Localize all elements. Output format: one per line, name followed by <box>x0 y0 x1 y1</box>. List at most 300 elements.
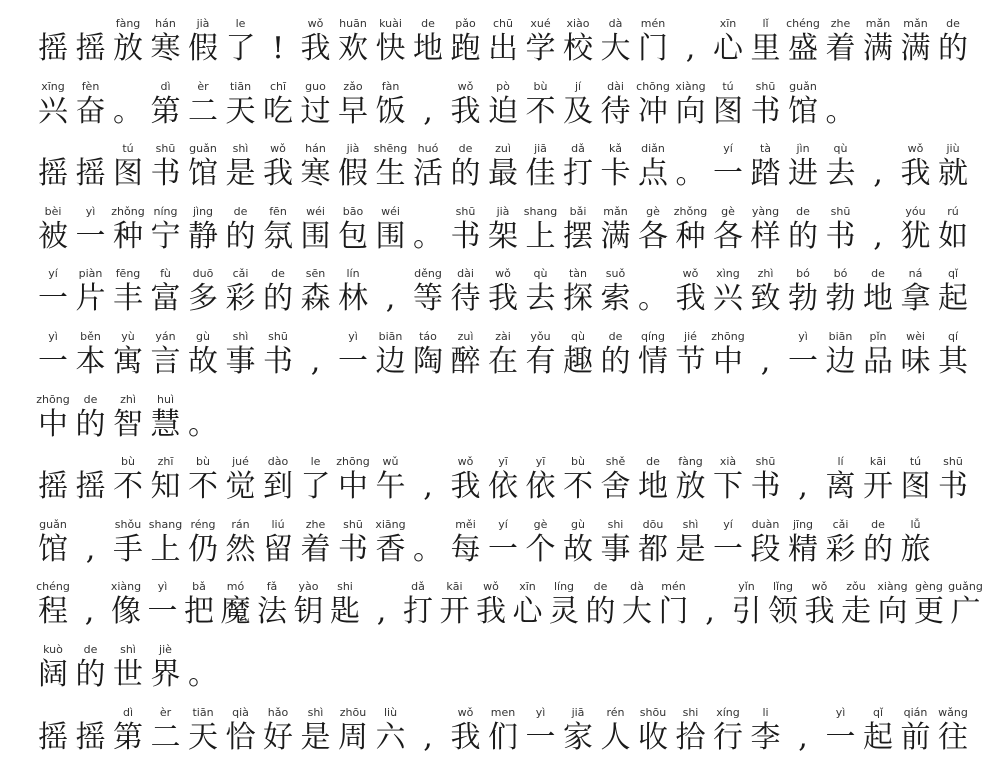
hanzi: 摇 <box>75 719 106 755</box>
ruby-char <box>107 192 149 254</box>
pinyin: huì <box>157 392 174 406</box>
pinyin: dào <box>267 455 289 469</box>
ruby-char <box>220 254 262 316</box>
ruby-char <box>782 505 824 567</box>
pinyin: gèng <box>915 580 943 594</box>
hanzi: 被 <box>38 218 68 254</box>
hanzi: 的 <box>600 344 631 379</box>
pinyin: xiàng <box>877 580 908 594</box>
ruby-char <box>332 693 374 755</box>
hanzi: , <box>84 594 95 630</box>
hanzi: 起 <box>938 281 968 317</box>
ruby-char <box>182 317 224 379</box>
ruby-char <box>557 192 599 254</box>
ruby-char <box>445 693 487 755</box>
ruby-char <box>632 129 674 191</box>
ruby-char <box>182 192 224 254</box>
ruby-char <box>107 693 149 755</box>
pinyin: fēng <box>115 267 141 281</box>
hanzi: 情 <box>638 344 668 379</box>
ruby-char <box>182 67 224 129</box>
pinyin: bāo <box>342 204 364 218</box>
pinyin: shēng <box>373 142 408 156</box>
pinyin: shǒu <box>114 517 142 531</box>
pinyin: táo <box>419 330 437 343</box>
hanzi: 第 <box>150 93 181 129</box>
hanzi: 其 <box>938 344 968 379</box>
pinyin: kāi <box>869 455 887 469</box>
pinyin: kuài <box>379 17 402 30</box>
pinyin: yì <box>85 204 96 218</box>
ruby-char <box>70 693 112 755</box>
pinyin: guǎn <box>789 79 817 93</box>
ruby-char <box>782 317 824 379</box>
hanzi: 不 <box>563 469 593 505</box>
hanzi: 及 <box>563 93 593 129</box>
ruby-char <box>257 317 299 379</box>
pinyin: chéng <box>36 580 70 594</box>
hanzi: 书 <box>750 93 781 129</box>
ruby-char <box>595 317 637 379</box>
ruby-char <box>707 129 749 191</box>
hanzi: 书 <box>938 469 968 505</box>
ruby-char <box>407 505 449 567</box>
ruby-char <box>107 505 149 567</box>
ruby-char <box>857 192 899 254</box>
ruby-char <box>595 505 637 567</box>
ruby-char <box>670 4 712 66</box>
ruby-char <box>557 129 599 191</box>
hanzi: 的 <box>938 31 968 66</box>
hanzi: 图 <box>113 156 143 192</box>
ruby-char <box>895 254 937 316</box>
hanzi: 周 <box>338 719 368 755</box>
hanzi: 活 <box>413 156 443 192</box>
hanzi: 彩 <box>225 281 256 317</box>
hanzi: 天 <box>225 93 256 129</box>
hanzi: 放 <box>675 469 706 505</box>
ruby-char <box>107 630 149 692</box>
hanzi: 各 <box>638 218 668 254</box>
ruby-char <box>932 317 974 379</box>
ruby-char <box>857 693 899 755</box>
ruby-char <box>670 505 712 567</box>
hanzi: 馆 <box>38 531 68 567</box>
ruby-char <box>445 129 487 191</box>
pinyin: bù <box>533 79 548 93</box>
ruby-char <box>370 442 412 504</box>
ruby-char <box>70 192 112 254</box>
pinyin: jià <box>346 142 360 156</box>
hanzi: 去 <box>525 281 556 317</box>
hanzi: 我 <box>900 156 931 192</box>
hanzi: 界 <box>150 657 181 692</box>
ruby-char <box>257 129 299 191</box>
pinyin: jí <box>574 79 582 93</box>
ruby-char <box>932 4 974 66</box>
hanzi: 依 <box>488 469 518 505</box>
hanzi: 依 <box>525 469 556 505</box>
text-line <box>0 630 991 692</box>
pinyin: yán <box>155 330 176 343</box>
hanzi: 都 <box>638 531 668 567</box>
pinyin: shū <box>755 455 776 469</box>
hanzi: 如 <box>938 218 968 254</box>
ruby-char <box>145 192 187 254</box>
ruby-char <box>182 380 224 442</box>
hanzi: 书 <box>338 531 368 567</box>
hanzi: 仍 <box>188 531 218 567</box>
pinyin: jīng <box>792 517 814 531</box>
pinyin: yì <box>48 330 58 343</box>
pinyin: wéi <box>306 204 325 218</box>
hanzi: 手 <box>113 531 143 567</box>
pinyin: hán <box>155 17 176 30</box>
pinyin: kǎ <box>608 142 623 156</box>
hanzi: 的 <box>263 281 293 317</box>
pinyin: lǐng <box>772 580 794 594</box>
hanzi: 摇 <box>75 469 106 505</box>
ruby-char <box>70 505 112 567</box>
ruby-char <box>107 254 149 316</box>
pinyin: qián <box>903 705 928 719</box>
ruby-char <box>670 192 712 254</box>
ruby-char <box>670 129 712 191</box>
pinyin: pò <box>496 79 510 93</box>
pinyin: jìn <box>796 142 810 156</box>
ruby-char <box>182 505 224 567</box>
ruby-char <box>32 67 74 129</box>
hanzi: 馆 <box>188 156 218 192</box>
ruby-char <box>407 129 449 191</box>
hanzi: 摇 <box>38 469 68 505</box>
ruby-char <box>932 442 974 504</box>
ruby-char <box>145 67 187 129</box>
hanzi: 我 <box>450 93 481 129</box>
hanzi: 门 <box>638 31 668 66</box>
hanzi: , <box>685 31 696 66</box>
pinyin: rén <box>606 705 625 719</box>
hanzi: 探 <box>563 281 593 317</box>
hanzi: 们 <box>488 719 518 755</box>
pinyin: dì <box>122 705 134 719</box>
ruby-char <box>632 442 674 504</box>
hanzi: 里 <box>750 31 781 66</box>
hanzi: 醉 <box>450 344 481 379</box>
hanzi: 摇 <box>75 156 106 192</box>
pinyin: bù <box>121 455 135 469</box>
pinyin: kuò <box>43 643 63 656</box>
text-line <box>0 254 991 316</box>
hanzi: 有 <box>525 344 556 379</box>
ruby-char <box>707 192 749 254</box>
ruby-char <box>820 442 862 504</box>
pinyin: bó <box>833 267 848 281</box>
hanzi: 匙 <box>330 594 360 630</box>
ruby-char <box>632 4 674 66</box>
hanzi: 六 <box>375 719 406 755</box>
pinyin: fǎ <box>266 580 278 594</box>
ruby-char <box>220 67 262 129</box>
hanzi: 边 <box>825 344 856 379</box>
pinyin: yī <box>498 455 508 469</box>
hanzi: 校 <box>563 31 593 66</box>
ruby-char <box>745 254 787 316</box>
hanzi: , <box>310 344 321 379</box>
hanzi: 致 <box>750 281 781 317</box>
ruby-char <box>445 67 487 129</box>
hanzi: 味 <box>900 344 931 379</box>
ruby-char <box>107 442 149 504</box>
text-line <box>0 380 991 442</box>
pinyin: men <box>490 705 516 719</box>
hanzi: 起 <box>863 719 893 755</box>
ruby-char <box>820 192 862 254</box>
pinyin: lí <box>837 455 844 469</box>
hanzi: 钥 <box>293 594 324 630</box>
ruby-char <box>445 442 487 504</box>
hanzi: 我 <box>450 469 481 505</box>
hanzi: 是 <box>225 156 256 192</box>
pinyin: huó <box>417 142 439 156</box>
ruby-char <box>707 505 749 567</box>
text-line <box>0 317 991 379</box>
ruby-char <box>295 67 337 129</box>
hanzi: 种 <box>113 218 143 254</box>
hanzi: 向 <box>877 594 908 630</box>
ruby-char <box>445 505 487 567</box>
ruby-char <box>370 129 412 191</box>
hanzi: 午 <box>375 469 406 505</box>
hanzi: 满 <box>863 31 893 66</box>
hanzi: 在 <box>488 344 518 379</box>
hanzi: 到 <box>263 469 293 505</box>
pinyin: shì <box>307 705 324 719</box>
hanzi: 事 <box>225 344 256 379</box>
hanzi: 满 <box>900 31 931 66</box>
ruby-char <box>257 254 299 316</box>
pinyin: xiàng <box>675 79 706 93</box>
hanzi: , <box>423 469 433 505</box>
hanzi: 不 <box>113 469 143 505</box>
hanzi: 上 <box>150 531 181 567</box>
pinyin: guo <box>305 79 326 93</box>
hanzi: 欢 <box>338 31 368 66</box>
pinyin: xià <box>719 455 737 469</box>
hanzi: , <box>873 218 883 254</box>
hanzi: 彩 <box>825 531 856 567</box>
ruby-char <box>70 630 112 692</box>
hanzi: 我 <box>263 156 293 192</box>
pinyin: de <box>646 455 660 469</box>
hanzi: 富 <box>150 281 181 317</box>
ruby-char <box>182 693 224 755</box>
pinyin: jiā <box>571 705 585 719</box>
hanzi: 兴 <box>713 281 743 317</box>
hanzi: 寒 <box>150 31 181 66</box>
hanzi: 舍 <box>600 469 631 505</box>
hanzi: , <box>85 531 96 567</box>
pinyin: biān <box>828 330 853 343</box>
hanzi: 等 <box>413 281 443 317</box>
pinyin: zhōng <box>711 330 745 343</box>
hanzi: 更 <box>914 594 944 630</box>
hanzi: 假 <box>338 156 368 192</box>
ruby-char <box>707 4 749 66</box>
hanzi: 最 <box>488 156 518 192</box>
hanzi: 了 <box>300 469 331 505</box>
ruby-char <box>782 192 824 254</box>
ruby-char <box>595 693 637 755</box>
hanzi: 兴 <box>38 93 68 129</box>
ruby-char <box>595 67 637 129</box>
ruby-char <box>32 693 74 755</box>
pinyin: de <box>233 204 248 218</box>
hanzi: 勃 <box>825 281 856 317</box>
hanzi: 打 <box>403 594 433 630</box>
hanzi: 进 <box>788 156 818 192</box>
ruby-char <box>632 505 674 567</box>
hanzi: 摇 <box>38 719 68 755</box>
pinyin: zài <box>495 330 511 343</box>
ruby-char <box>107 67 149 129</box>
ruby-char <box>857 4 899 66</box>
ruby-char <box>745 442 787 504</box>
hanzi: 摇 <box>38 156 68 192</box>
hanzi: 智 <box>113 406 143 442</box>
pinyin: liù <box>383 705 398 719</box>
ruby-char <box>857 129 899 191</box>
hanzi: 一 <box>825 719 856 755</box>
hanzi: , <box>376 594 387 630</box>
ruby-char <box>145 505 187 567</box>
pinyin: shang <box>148 517 183 531</box>
ruby-char <box>257 442 299 504</box>
pinyin: yào <box>298 580 319 594</box>
hanzi: 前 <box>900 719 931 755</box>
hanzi: 待 <box>450 281 481 317</box>
hanzi: 盛 <box>788 31 818 66</box>
ruby-char <box>857 254 899 316</box>
hanzi: , <box>873 156 883 192</box>
ruby-char <box>745 693 787 755</box>
pinyin: fàng <box>678 455 703 469</box>
hanzi: 事 <box>600 531 631 567</box>
pinyin: bèi <box>44 204 62 218</box>
hanzi: 的 <box>863 531 893 567</box>
ruby-char <box>220 4 262 66</box>
ruby-char <box>220 442 262 504</box>
ruby-char <box>520 4 562 66</box>
ruby-char <box>782 67 824 129</box>
ruby-char <box>895 4 937 66</box>
pinyin: gè <box>646 204 660 218</box>
pinyin: hán <box>305 142 326 156</box>
pinyin: tiān <box>229 79 252 93</box>
ruby-char <box>257 4 299 66</box>
pinyin: zhì <box>120 392 136 406</box>
pinyin: shì <box>120 643 136 656</box>
pinyin: de <box>608 330 623 343</box>
ruby-char <box>520 67 562 129</box>
pinyin: líng <box>553 580 575 594</box>
pinyin: duàn <box>751 517 780 531</box>
pinyin: jiā <box>534 142 547 156</box>
hanzi: 大 <box>622 594 652 630</box>
hanzi: 奋 <box>75 93 106 129</box>
ruby-char <box>332 254 374 316</box>
pinyin: jià <box>196 17 210 30</box>
hanzi: 一 <box>713 156 743 192</box>
hanzi: 是 <box>300 719 331 755</box>
ruby-char <box>820 254 862 316</box>
hanzi: 丰 <box>113 281 143 317</box>
hanzi: 我 <box>675 281 706 317</box>
pinyin: diǎn <box>641 142 665 156</box>
pinyin: bù <box>571 455 585 469</box>
pinyin: de <box>796 204 810 218</box>
pinyin: chéng <box>786 17 820 30</box>
pinyin: liú <box>271 517 285 531</box>
hanzi: 把 <box>184 594 214 630</box>
hanzi: 迫 <box>488 93 518 129</box>
ruby-char <box>932 693 974 755</box>
ruby-char <box>520 693 562 755</box>
hanzi: 我 <box>804 594 835 630</box>
ruby-char <box>707 442 749 504</box>
pinyin: zǒu <box>846 580 866 594</box>
text-line <box>0 129 991 191</box>
pinyin: jià <box>496 204 510 218</box>
hanzi: 觉 <box>225 469 256 505</box>
ruby-char <box>857 505 899 567</box>
pinyin: jiè <box>159 643 172 656</box>
pinyin: shì <box>232 330 249 343</box>
pinyin: rán <box>231 517 250 531</box>
hanzi: 人 <box>600 719 631 755</box>
hanzi: 阔 <box>38 657 68 692</box>
pinyin: dǎ <box>411 580 425 594</box>
hanzi: 的 <box>585 594 616 630</box>
ruby-char <box>220 693 262 755</box>
hanzi: 围 <box>300 218 331 254</box>
ruby-char <box>932 192 974 254</box>
ruby-char <box>482 4 524 66</box>
ruby-char <box>70 4 112 66</box>
ruby-char <box>332 505 374 567</box>
hanzi: 。 <box>413 218 443 254</box>
hanzi: 一 <box>75 218 106 254</box>
ruby-char <box>932 254 974 316</box>
hanzi: 跑 <box>450 31 481 66</box>
ruby-char <box>895 442 937 504</box>
pinyin: réng <box>190 517 216 531</box>
ruby-char <box>32 630 74 692</box>
hanzi: 。 <box>188 657 218 692</box>
ruby-char <box>145 380 187 442</box>
hanzi: 生 <box>375 156 406 192</box>
ruby-char <box>632 67 674 129</box>
hanzi: 家 <box>563 719 593 755</box>
ruby-char <box>70 129 112 191</box>
ruby-char <box>145 317 187 379</box>
hanzi: 宁 <box>150 218 181 254</box>
ruby-char <box>407 254 449 316</box>
hanzi: 中 <box>338 469 368 505</box>
hanzi: 广 <box>950 594 981 630</box>
ruby-char <box>407 693 449 755</box>
hanzi: 多 <box>188 281 218 317</box>
